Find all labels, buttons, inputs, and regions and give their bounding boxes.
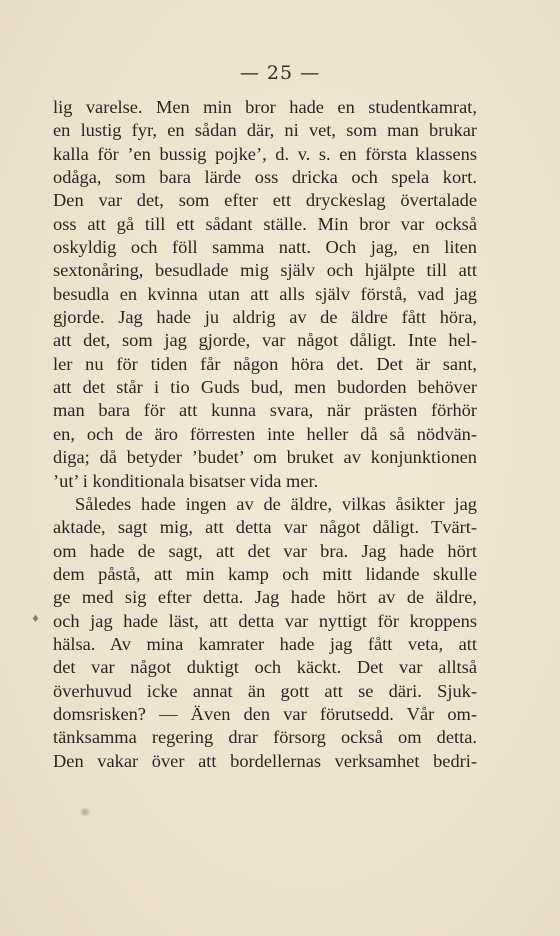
text-line: Således hade ingen av de äldre, vilkas åsikter jag: [75, 493, 477, 514]
text-line: man bara för att kunna svara, när prästen förhör: [53, 400, 477, 421]
text-line: lig varelse. Men min bror hade en studentkamrat,: [53, 97, 477, 117]
text-line: domsrisken? — Även den var förutsedd. Vår om-: [53, 703, 477, 724]
text-line: kalla för ’en bussig pojke’, d. v. s. en första klassens: [53, 143, 477, 164]
text-line: gjorde. Jag hade ju aldrig av de äldre fått höra,: [53, 307, 477, 328]
text-line: oss att gå till ett sådant ställe. Min bror var också: [53, 213, 477, 234]
text-line: sextonåring, besudlade mig själv och hjälpte till att: [53, 260, 477, 281]
text-line: och jag hade läst, att detta var nyttigt för kroppens: [53, 610, 477, 631]
text-line: besudla en kvinna utan att alls själv förstå, vad jag: [53, 283, 477, 304]
text-line: diga; då betyder ’budet’ om bruket av konjunktionen: [53, 447, 477, 468]
text-line: en, och de äro förresten inte heller då så nödvän-: [53, 423, 477, 444]
text-line: ’ut’ i konditionala bisatser vida mer.: [53, 470, 319, 491]
body-text: [53, 96, 477, 773]
text-line: att det står i tio Guds bud, men budorden behöver: [53, 377, 477, 398]
text-line: ge med sig efter detta. Jag hade hört av de äldre,: [53, 587, 477, 608]
ink-smudge: [78, 808, 92, 816]
text-line: aktade, sagt mig, att detta var något dåligt. Tvärt-: [53, 517, 477, 538]
text-line: dem påstå, att min kamp och mitt lidande skulle: [53, 563, 477, 584]
text-line: Den vakar över att bordellernas verksamhet bedri-: [53, 750, 477, 771]
text-line: om hade de sagt, att det var bra. Jag hade hört: [53, 540, 477, 561]
text-line: det var något duktigt och käckt. Det var alltså: [53, 657, 477, 678]
text-line: att det, som jag gjorde, var något dåligt. Inte hel-: [53, 330, 477, 351]
text-line: odåga, som bara lärde oss dricka och spela kort.: [53, 167, 477, 188]
text-line: överhuvud icke annat än gott att se däri. Sjuk-: [53, 680, 477, 701]
text-line: en lustig fyr, en sådan där, ni vet, som man brukar: [53, 120, 477, 141]
text-line: hälsa. Av mina kamrater hade jag fått veta, att: [53, 633, 477, 654]
text-line: Den var det, som efter ett dryckeslag övertalade: [53, 190, 477, 211]
text-line: tänksamma regering drar försorg också om detta.: [53, 727, 477, 748]
margin-mark: ♦: [31, 614, 40, 625]
page-number: — 25 —: [239, 62, 321, 84]
text-line: ler nu för tiden får någon höra det. Det är sant,: [53, 353, 477, 374]
text-line: oskyldig och föll samma natt. Och jag, en liten: [53, 237, 477, 258]
